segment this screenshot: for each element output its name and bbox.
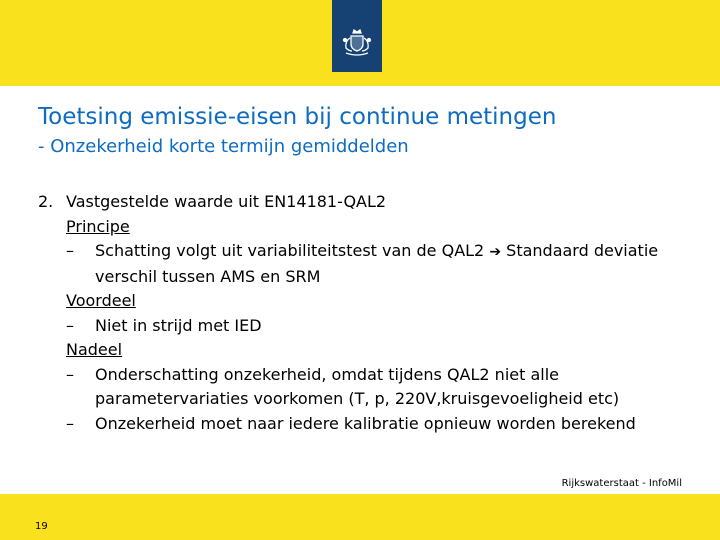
header-bar [0,0,720,86]
principle-text-b: Standaard deviatie verschil tussen AMS en SRM [95,241,659,286]
disadvantage-text: Onzekerheid moet naar iedere kalibratie opnieuw worden berekend [95,413,636,433]
bullet-dash: – [66,413,74,433]
disadvantage-text: Onderschatting onzekerheid, omdat tijdens QAL2 niet alle parametervariaties voorkomen (T, p, 220V,kruisgevoeligheid etc) [95,364,620,408]
advantage-heading: Voordeel [66,291,136,310]
page-number: 19 [35,521,48,532]
numbered-item [38,190,708,215]
principle-text-a: Schatting volgt uit variabiliteitstest van de QAL2 [95,241,485,260]
advantage-bullet [38,314,708,339]
slide-subtitle: - Onzekerheid korte termijn gemiddelden [38,136,409,157]
item-text: Vastgestelde waarde uit EN14181-QAL2 [66,192,387,211]
coat-of-arms-icon [332,0,382,72]
disadvantage-heading: Nadeel [66,340,123,359]
arrow-right-icon: ➔ [489,244,502,260]
footer-source: Rijkswaterstaat - InfoMil [561,478,682,489]
footer-bar [0,494,720,540]
logo-band [332,0,382,72]
principle-heading: Principe [66,216,130,236]
slide-title: Toetsing emissie-eisen bij continue metingen [38,104,557,130]
disadvantage-bullet [38,412,708,437]
disadvantage-bullet [38,363,708,412]
item-number: 2. [38,192,54,211]
principle-bullet [38,239,708,289]
advantage-text: Niet in strijd met IED [95,315,262,335]
bullet-dash: – [66,241,74,260]
bullet-dash: – [66,364,74,384]
bullet-dash: – [66,315,74,335]
slide-body [38,190,708,436]
